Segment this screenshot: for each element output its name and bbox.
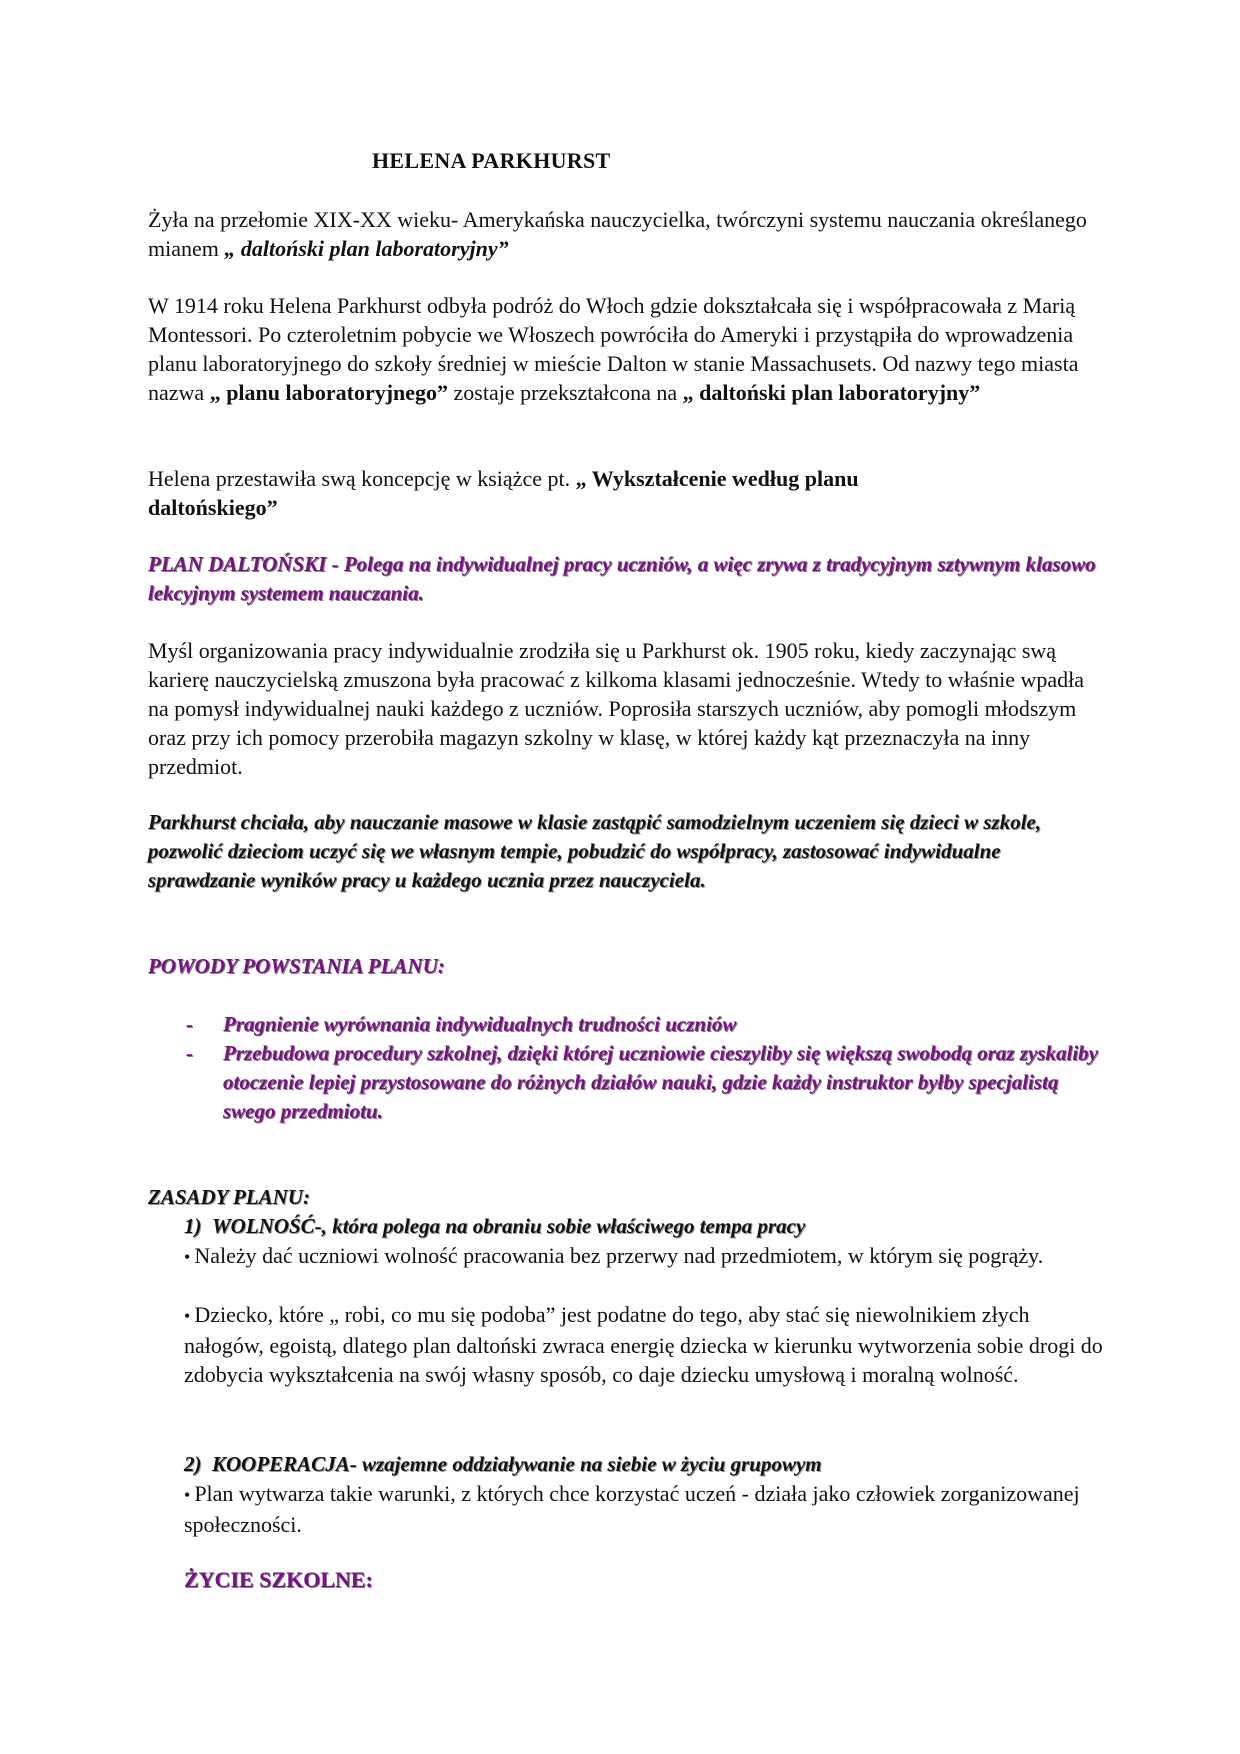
principle-title-freedom: WOLNOŚĆ-, (212, 1214, 327, 1238)
dash-icon: - (186, 1041, 193, 1065)
freedom-point-text-1: Należy dać uczniowi wolność pracowania bez przerwy nad przedmiotem, w którym się pogrąży. (194, 1243, 1044, 1268)
principle-title-cooperation: KOOPERACJA (212, 1452, 350, 1476)
reason-text-1: Pragnienie wyrównania indywidualnych trudności uczniów (223, 1012, 737, 1036)
origin-paragraph: Myśl organizowania pracy indywidualnie zrodziła się u Parkhurst ok. 1905 roku, kiedy zaczynając swą karierę nauczycielską zmuszona była pracować z kilkoma klasami jednocześnie. Wtedy to właśnie wpadła na pomysł indywidualnej nauki każdego z uczniów. Poprosiła starszych uczniów, aby pomogli młodszym oraz przy ich pomocy przerobiła magazyn szkolny w klasę, w której każdy kąt przeznaczyła na inny przedmiot. (148, 638, 1085, 779)
plan-description: Polega na indywidualnej pracy uczniów, a więc zrywa z tradycyjnym sztywnym klasowo lekcyjnym systemem nauczania. (148, 552, 1096, 605)
freedom-point-text-2: Dziecko, które „ robi, co mu się podoba” jest podatne do tego, aby stać się niewolnikiem złych nałogów, egoistą, dlatego plan daltoński zwraca energię dziecka w kierunku wytworzenia sobie drogi do zdobycia wykształcenia na swój własny sposób, co daje dziecku umysłową i moralną wolność. (184, 1302, 1103, 1387)
bullet-icon: • (184, 1247, 191, 1267)
book-text: Helena przestawiła swą koncepcję w książce pt. (148, 466, 576, 491)
list-item (148, 1010, 1098, 1039)
history-bold-1: „ planu laboratoryjnego” (209, 380, 449, 405)
plan-definition (148, 550, 1098, 608)
principle-desc-cooperation: - wzajemne oddziaływanie na siebie w życiu grupowym (349, 1452, 822, 1476)
reason-text-2: Przebudowa procedury szkolnej, dzięki której uczniowie cieszyliby się większą swobodą oraz zyskaliby otoczenie lepiej przystosowane do różnych działów nauki, gdzie każdy instruktor byłby specjalistą swego przedmiotu. (223, 1041, 1098, 1123)
reasons-list (148, 1010, 1098, 1126)
bullet-icon: • (184, 1306, 191, 1326)
plan-separator: - (326, 552, 344, 576)
principle-number-2: 2) (184, 1452, 202, 1476)
intro-term: „ daltoński plan laboratoryjny” (224, 236, 509, 261)
bullet-icon: • (184, 1485, 191, 1505)
history-paragraph (148, 291, 1098, 407)
cooperation-point-1 (184, 1479, 1104, 1539)
dash-icon: - (186, 1012, 193, 1036)
history-bold-2: „ daltoński plan laboratoryjny” (682, 380, 981, 405)
book-title: „ Wykształcenie według planu daltońskiego” (148, 466, 859, 520)
school-life-heading: ŻYCIE SZKOLNE: (184, 1567, 373, 1592)
intro-paragraph (148, 205, 1098, 263)
principle-freedom (184, 1212, 1104, 1241)
cooperation-point-text-1: Plan wytwarza takie warunki, z których chce korzystać uczeń - działa jako człowiek zorganizowanej społeczności. (184, 1481, 1080, 1537)
principle-desc-freedom: która polega na obraniu sobie właściwego tempa pracy (326, 1214, 806, 1238)
book-paragraph (148, 464, 978, 522)
intro-text: Żyła na przełomie XIX-XX wieku- Amerykańska nauczycielka, twórczyni systemu nauczania określanego mianem (148, 207, 1087, 261)
history-text-2: zostaje przekształcona na (448, 380, 683, 405)
freedom-point-1 (184, 1241, 1104, 1272)
principles-heading: ZASADY PLANU: (148, 1185, 310, 1209)
document-title: HELENA PARKHURST (372, 148, 611, 173)
goal-paragraph: Parkhurst chciała, aby nauczanie masowe w klasie zastąpić samodzielnym uczeniem się dzieci w szkole, pozwolić dzieciom uczyć się we własnym tempie, pobudzić do współpracy, zastosować indywidualne sprawdzanie wyników pracy u każdego ucznia przez nauczyciela. (148, 810, 1042, 892)
principle-number-1: 1) (184, 1214, 202, 1238)
freedom-point-2 (184, 1300, 1104, 1389)
list-item (148, 1039, 1098, 1126)
principle-cooperation (184, 1450, 1104, 1479)
plan-label: PLAN DALTOŃSKI (148, 552, 327, 576)
reasons-heading: POWODY POWSTANIA PLANU: (148, 954, 445, 978)
history-text-1: W 1914 roku Helena Parkhurst odbyła podróż do Włoch gdzie dokształcała się i współpracowała z Marią Montessori. Po czteroletnim pobycie we Włoszech powróciła do Ameryki i przystąpiła do wprowadzenia planu laboratoryjnego do szkoły średniej w mieście Dalton w stanie Massachusets. Od nazwy tego miasta nazwa (148, 293, 1079, 405)
